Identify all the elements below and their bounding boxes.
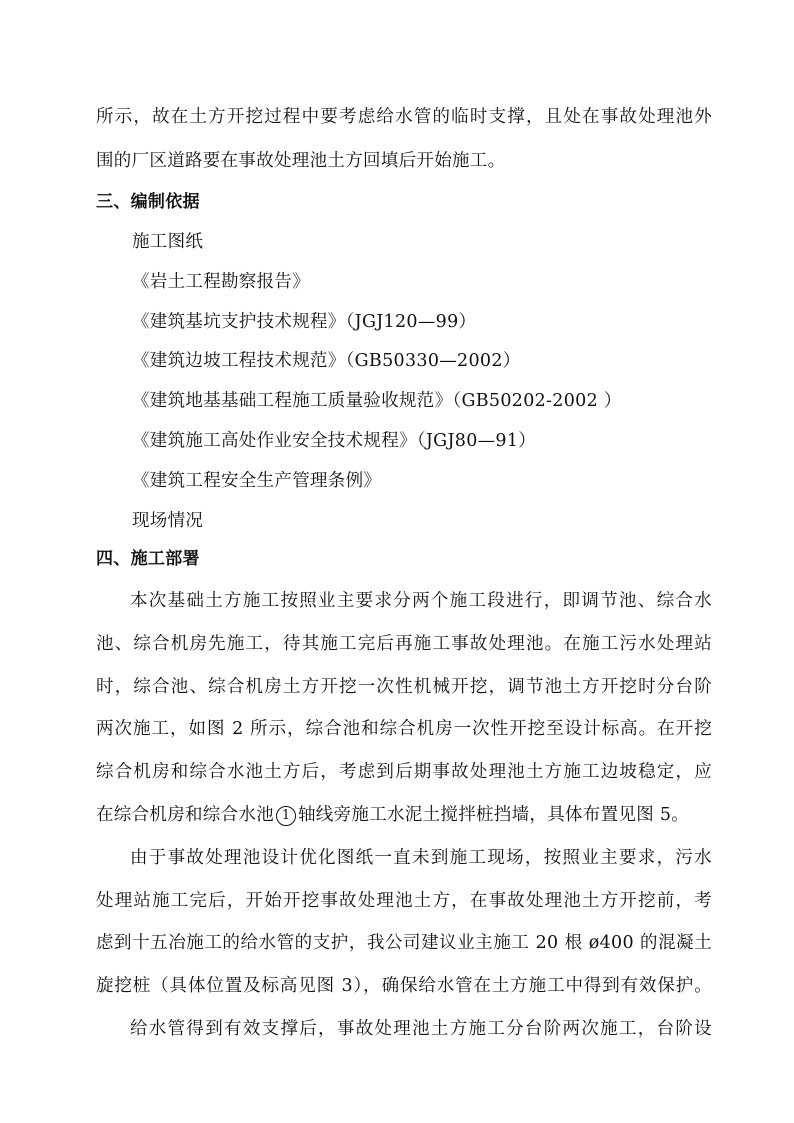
paragraph-1-line: 两次施工，如图 2 所示，综合池和综合机房一次性开挖至设计标高。在开挖 [96,719,712,739]
intro-line-1: 所示，故在土方开挖过程中要考虑给水管的临时支撑，且处在事故处理池外 [96,107,712,127]
paragraph-1-line-text: 轴线旁施工水泥土搅拌桩挡墙，具体布置见图 5。 [298,805,690,825]
reference-item: 《岩土工程勘察报告》 [132,272,310,292]
paragraph-3-line: 给水管得到有效支撑后，事故处理池土方施工分台阶两次施工，台阶设 [130,1019,712,1039]
paragraph-2-line: 旋挖桩（具体位置及标高见图 3），确保给水管在土方施工中得到有效保护。 [96,976,712,996]
paragraph-2-line: 虑到十五冶施工的给水管的支护，我公司建议业主施工 20 根 ø400 的混凝土 [96,933,712,953]
reference-item: 施工图纸 [132,232,204,252]
reference-item: 《建筑地基基础工程施工质量验收规范》（GB50202-2002 ） [132,391,622,411]
paragraph-2-line: 处理站施工完后，开始开挖事故处理池土方，在事故处理池土方开挖前，考 [96,891,712,911]
reference-item: 《建筑基坑支护技术规程》（JGJ120—99） [132,312,477,332]
paragraph-1-line: 时，综合池、综合机房土方开挖一次性机械开挖，调节池土方开挖时分台阶 [96,677,712,697]
intro-line-2: 围的厂区道路要在事故处理池土方回填后开始施工。 [96,151,506,171]
reference-item: 现场情况 [132,511,204,531]
section-4-heading: 四、施工部署 [96,549,200,569]
paragraph-1-line-text: 在综合机房和综合水池 [96,805,274,825]
reference-item: 《建筑边坡工程技术规范》（GB50330—2002） [132,351,521,371]
paragraph-1-line-with-axis-marker [96,804,712,826]
reference-item: 《建筑工程安全生产管理条例》 [132,471,382,491]
paragraph-1-line: 本次基础土方施工按照业主要求分两个施工段进行，即调节池、综合水 [130,591,712,611]
paragraph-1-line: 池、综合机房先施工，待其施工完后再施工事故处理池。在施工污水处理站 [96,634,712,654]
circled-number-1: 1 [276,806,296,826]
paragraph-2-line: 由于事故处理池设计优化图纸一直未到施工现场，按照业主要求，污水 [130,848,712,868]
reference-item: 《建筑施工高处作业安全技术规程》（JGJ80—91） [132,431,537,451]
section-3-heading: 三、编制依据 [96,192,200,212]
paragraph-1-line: 综合机房和综合水池土方后，考虑到后期事故处理池土方施工边坡稳定，应 [96,762,712,782]
